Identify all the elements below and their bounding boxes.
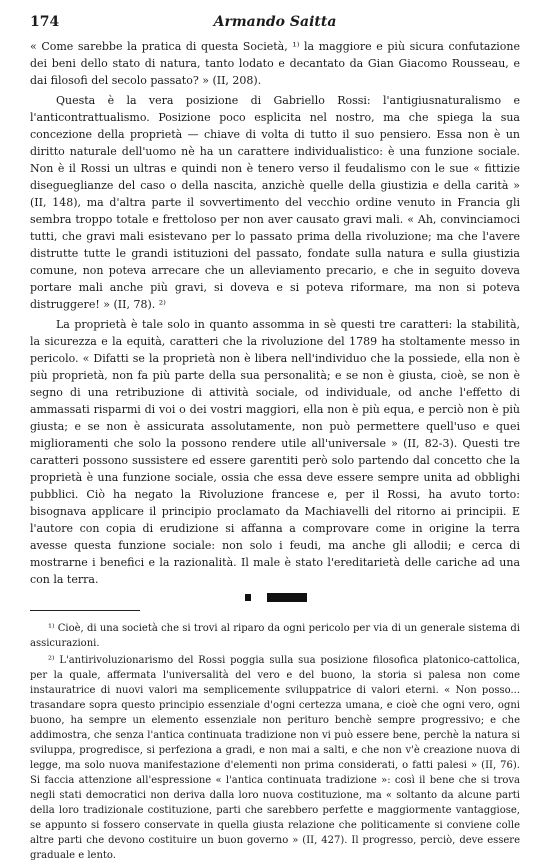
paragraph: « Come sarebbe la pratica di questa Società, ¹⁾ la maggiore e più sicura confutazione dei beni dello stato di natura, tanto lodato e decantato da Gian Giacomo Rousseau, e dai filosofi del secolo passato? » (II, 208). bbox=[30, 40, 520, 87]
footnote-text: L'antirivoluzionarismo del Rossi poggia sulla sua posizione filosofica platonico-cattolica, per la quale, affermata l'universalità del vero e del buono, la storia si palesa non come instauratrice di nuovi valori ma semplicemente sviluppatrice di valori eterni. « Non posso... trasandare sopra questo principio essenziale d'ogni certezza umana, e cioè che ogni vero, ogni buono, ha sempre un elemento essenziale non perituro benchè sempre progressivo; e che addimostra, che senza l'antica continuata tradizione non vi può essere bene, perchè la natura si sviluppa, progredisce, si perfeziona a gradi, e non mai a salti, e che non v'è creazione nuova di legge, ma solo nuova manifestazione d'elementi non prima considerati, o fatti palesi » (II, 76). Si faccia attenzione all'espressione « l'antica continuata tradizione »: così il bene che si trova negli stati democratici non deriva dalla loro nuova costituzione, ma « soltanto da alcune parti della loro tradizionale costituzione, parti che sarebbero perfette e maggiormente vantaggiose, se appunto si fossero conservate in quella giusta relazione che politicamente si conviene colle altre parti che devono costituire un buon governo » (II, 427). Il progresso, perciò, deve essere graduale e lento. bbox=[30, 655, 520, 861]
scan-artifact bbox=[30, 588, 520, 602]
footnote-rule bbox=[30, 610, 140, 611]
running-title: Armando Saitta bbox=[213, 14, 337, 30]
footnote bbox=[30, 621, 520, 651]
paragraph: La proprietà è tale solo in quanto assomma in sè questi tre caratteri: la stabilità, la sicurezza e la equità, caratteri che la rivoluzione del 1789 ha stoltamente messo in pericolo. « Difatti se la proprietà non è libera nell'individuo che la possiede, ella non è più proprietà, non fa più parte della sua personalità; e se non è giusta, cioè, se non è segno di una retribuzione di attività sociale, od individuale, od anche l'effetto di ammassati risparmi di voi o dei vostri maggiori, ella non è più equa, e perciò non è più giusta; e se non è assicurata assolutamente, non può permettere quell'uso e quei miglioramenti che solo la possono rendere utile all'universale » (II, 82-3). Questi tre caratteri possono sussistere ed essere garentiti però solo partendo dal concetto che la proprietà è una funzione sociale, ossia che essa deve essere sempre unita ad obblighi pubblici. Ciò ha negato la Rivoluzione francese e, per il Rossi, ha avuto torto: bisognava applicare il principio proclamato da Machiavelli del ritorno ai principii. E l'autore con copia di erudizione si affanna a comprovare come in origine la terra avesse questa funzione sociale: non solo i feudi, ma anche gli allodii; e cerca di mostrarne i benefici e la razionalità. Il male è stato l'ereditarietà delle cariche ad una con la terra. bbox=[30, 318, 520, 586]
scan-block bbox=[267, 593, 307, 602]
footnote-text: Cioè, di una società che si trovi al riparo da ogni pericolo per via di un generale sistema di assicurazioni. bbox=[30, 623, 520, 649]
page-number: 174 bbox=[30, 14, 60, 30]
book-page bbox=[30, 14, 520, 865]
scan-mark bbox=[245, 594, 251, 601]
page-header bbox=[30, 14, 520, 38]
main-text bbox=[30, 38, 520, 602]
paragraph: Questa è la vera posizione di Gabriello Rossi: l'antigiusnaturalismo e l'anticontrattualismo. Posizione poco esplicita nel nostro, ma che spiega la sua concezione della proprietà — chiave di volta di tutto il suo pensiero. Essa non è un diritto naturale dell'uomo nè ha un carattere individualistico: è una funzione sociale. Non è il Rossi un ultras e quindi non è tenero verso il feudalismo con le sue « fittizie disegueglianze del caso o della nascita, anzichè quelle della giustizia e della carità » (II, 148), ma d'altra parte il sovvertimento del vecchio ordine venuto in Francia gli sembra troppo totale e frettoloso per non aver causato gravi mali. « Ah, convinciamoci tutti, che gravi mali esistevano per lo passato prima della rivoluzione; ma che l'avere distrutte tutte le grandi istituzioni del passato, fondate sulla natura e sulla giustizia comune, non poteva arrecare che un alleviamento precario, e che in seguito doveva portare mali anche più gravi, si doveva e si poteva riformare, ma non si poteva distruggere! » (II, 78). ²⁾ bbox=[30, 94, 520, 311]
footnotes bbox=[30, 621, 520, 863]
footnote-marker: ¹⁾ bbox=[48, 623, 55, 634]
footnote bbox=[30, 653, 520, 863]
footnote-marker: ²⁾ bbox=[48, 655, 55, 666]
